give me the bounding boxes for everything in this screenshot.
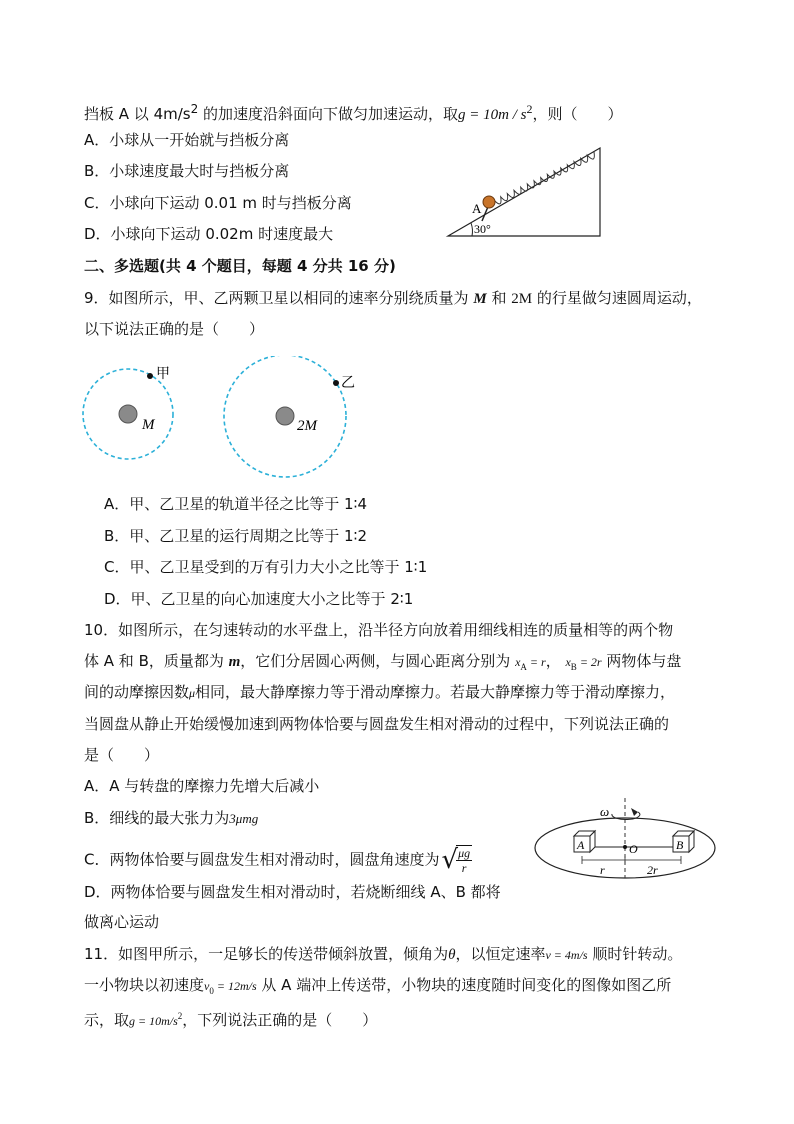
label-a: A [472,201,482,216]
q9-stem [84,288,702,309]
q11-theta: θ [448,947,456,963]
label-2m: 2M [297,418,317,434]
q8-stem-sup: 2 [190,102,199,116]
q10-line1: 10．如图所示，在匀速转动的水平盘上，沿半径方向放着用细线相连的质量相等的两个物 [84,621,674,639]
center-point [623,845,627,849]
q10-xb-sub: B [570,662,577,672]
q8-stem-part: 挡板 A 以 4m/s [84,105,191,123]
q10-text: ，它们分居圆心两侧，与圆心距离分别为 [240,652,516,670]
label-omega: ω [600,804,610,819]
label-yi: 乙 [341,375,355,391]
q10-optc-text: C．两物体恰要与圆盘发生相对滑动时，圆盘角速度为 [84,850,440,869]
q10-line3 [84,682,675,703]
q11-line3 [84,1006,377,1031]
label-m: M [142,417,155,433]
q11-line1 [84,944,682,965]
q10-text: 体 A 和 B，质量都为 [84,652,229,670]
ball [483,196,495,208]
q9-option-b: B．甲、乙卫星的运行周期之比等于 1∶2 [104,527,368,545]
q8-option-c: C．小球向下运动 0.01 m 时与挡板分离 [84,194,352,212]
sqrt-sign: √ [441,845,459,875]
q10-option-d-line2: 做离心运动 [84,913,160,931]
q9-orbits-figure [80,356,370,480]
q10-optb-expr: 3μmg [229,811,259,826]
q11-v-expr: v = 4m/s [545,948,588,962]
q11-text: 11．如图甲所示，一足够长的传送带倾斜放置，倾角为 [84,945,449,963]
label-r: r [600,863,605,877]
q8-option-a: A．小球从一开始就与挡板分离 [84,131,290,149]
q9-option-c: C．甲、乙卫星受到的万有引力大小之比等于 1∶1 [104,558,428,576]
q9-stem-part: 的行星做匀速圆周运动， [532,289,702,307]
q10-text: 间的动摩擦因数 [84,683,190,701]
q10-mu: μ [189,686,196,700]
sqrt-radicand [456,845,472,875]
angle-arc [471,223,472,236]
q10-text: ， [545,652,566,670]
q10-text: 两物体与盘 [601,652,682,670]
q9-mass-2m: 2M [511,291,533,307]
q9-option-d: D．甲、乙卫星的向心加速度大小之比等于 2∶1 [104,590,414,608]
q11-v0-sub: 0 [209,986,214,996]
q10-line5: 是（ ） [84,746,160,764]
q9-stem-line2: 以下说法正确的是（ ） [84,320,265,338]
incline-triangle [448,148,600,236]
q11-g-sup: 2 [177,1011,183,1021]
q10-xa: x [515,655,521,669]
q10-line2 [84,651,681,677]
q11-text: ，下列说法正确的是（ ） [182,1011,378,1029]
q8-incline-figure [444,134,616,240]
q8-stem-part: 的加速度沿斜面向下做匀加速运动，取 [198,105,459,123]
q11-text: 一小物块以初速度 [84,976,205,994]
q9-option-a: A．甲、乙卫星的轨道半径之比等于 1∶4 [104,495,368,513]
label-2r: 2r [647,863,658,877]
q8-g-sup: 2 [526,102,533,116]
planet-2m [276,407,294,425]
q11-text: 示，取 [84,1011,130,1029]
satellite-jia [147,373,153,379]
q8-stem-part: ，则（ ） [532,105,623,123]
satellite-yi [333,380,339,386]
label-a: A [577,838,585,852]
q11-v0-val: = 12m/s [213,979,257,993]
q10-xb-val: = 2r [576,655,602,669]
q11-v0: v [204,979,210,993]
q8-g-expr: g = 10m / s [458,107,527,123]
fraction-numerator: μg [458,846,471,860]
q10-line4: 当圆盘从静止开始缓慢加速到两物体恰要与圆盘发生相对滑动的过程中，下列说法正确的 [84,715,670,733]
q10-xa-val: = r [526,655,546,669]
q10-mass-m: m [228,654,241,670]
label-o: O [629,842,638,856]
arrow-head [631,808,638,816]
q11-text: 从 A 端冲上传送带，小物块的速度随时间变化的图像如图乙所 [256,976,672,994]
q11-g-expr: g = 10m/s [129,1014,178,1028]
q11-line2 [84,975,671,1001]
q10-xa-sub: A [520,662,527,672]
q8-option-d: D．小球向下运动 0.02m 时速度最大 [84,225,334,243]
q10-disk-figure [530,794,720,894]
label-jia: 甲 [156,366,170,382]
q9-stem-part: 9．如图所示，甲、乙两颗卫星以相同的速率分别绕质量为 [84,289,474,307]
q10-text: 相同，最大静摩擦力等于滑动摩擦力。若最大静摩擦力等于滑动摩擦力， [195,683,676,701]
q10-option-b [84,808,258,829]
q10-optb-text: B．细线的最大张力为 [84,809,230,827]
q11-text: ，以恒定速率 [455,945,546,963]
fraction-denominator: r [461,861,467,875]
q10-option-a: A．A 与转盘的摩擦力先增大后减小 [84,777,320,795]
q9-mass-m: M [473,291,487,307]
q9-stem-part: 和 [486,289,512,307]
q11-text: 顺时针转动。 [587,945,683,963]
angle-label: 30° [474,222,491,236]
q10-option-c [84,845,472,875]
label-b: B [676,838,684,852]
planet-m [119,405,137,423]
q8-option-b: B．小球速度最大时与挡板分离 [84,162,290,180]
q8-stem [84,99,623,125]
q10-option-d-line1: D．两物体恰要与圆盘发生相对滑动时，若烧断细线 A、B 都将 [84,883,501,901]
section-heading: 二、多选题(共 4 个题目，每题 4 分共 16 分) [84,257,396,275]
q10-xb: x [565,655,571,669]
sqrt-expression [441,845,472,875]
